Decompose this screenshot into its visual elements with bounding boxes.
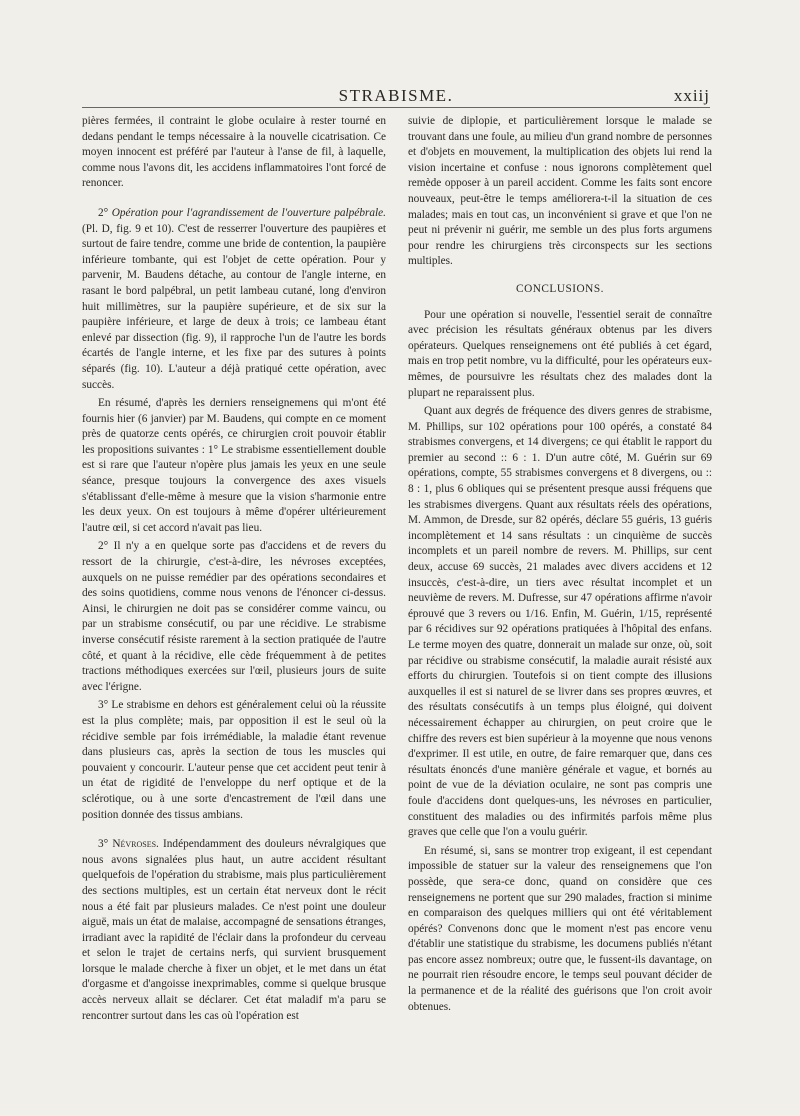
page-number: xxiij xyxy=(673,86,710,105)
running-title: STRABISME. xyxy=(338,86,454,105)
paragraph: En résumé, si, sans se montrer trop exigeant, il est cependant impossible de statuer sur la valeur des renseignemens que l'on possède, que sera-ce donc, quand on considère que ces renseignemens ne portent que sur 290 malades, fraction si minime en comparaison des quelques milliers qui ont été véritablement opérés? Convenons donc que le moment n'est pas encore venu d'établir une statistique du strabisme, les documens publiés n'étant pas encore assez nombreux; outre que, le fussent-ils davantage, on ne pourrait rien résoudre encore, le temps seul pouvant décider de la permanence et de la réalité des guérisons que l'on croit avoir obtenues. xyxy=(408,844,712,1013)
paragraph-number: 2° xyxy=(98,206,112,219)
subsection-title: Opération pour l'agrandissement de l'ouverture palpébrale. xyxy=(111,206,386,219)
paragraph: suivie de diplopie, et particulièrement lorsque le malade se trouvant dans une foule, au milieu d'un grand nombre de personnes et d'objets en mouvement, la multiplication des objets lui rend la vision incertaine et confuse : nous ignorons complètement quel remède opposer à un pareil accident. Comme les faits sont encore nouveaux, peut-être le temps améliorera-t-il la situation de ces malades; mais en tout cas, un inconvénient si grave et que l'on ne peut ni prévenir ni guérir, me semble un des plus forts argumens pour rendre les chirurgiens très circonspects sur les sections multiples. xyxy=(408,115,712,268)
header-rule xyxy=(82,107,710,108)
paragraph: En résumé, d'après les derniers renseignemens qui m'ont été fournis hier (6 janvier) par M. Baudens, qui compte en ce moment près de quatorze cents opérés, ce chirurgien croit pouvoir établir les propositions suivantes : 1° Le strabisme essentiellement double est si rare que l'auteur n'opère plus jamais les yeux en une seule séance, presque toujours la convergence des axes visuels s'établissant d'elle-même à mesure que la vision s'harmonie entre les deux yeux. On est toujours à même d'opérer ultérieurement l'autre œil, si cet accord n'avait pas lieu. xyxy=(82,397,386,534)
page-header xyxy=(82,86,710,108)
paragraph xyxy=(82,837,386,1024)
subsection-title: Névroses xyxy=(112,838,157,851)
right-column xyxy=(408,114,712,1018)
paragraph xyxy=(82,206,386,393)
paragraph: 3° Le strabisme en dehors est généralement celui où la réussite est la plus complète; mais, par opposition il est le seul où la récidive semble par fois irrémédiable, la maladie étant revenue dans plusieurs cas, après la section de tous les muscles qui pouvaient y concourir. L'auteur pense que cet accident peut tenir à un état de rigidité de l'enveloppe du nerf optique et de la sclérotique, ou à une sorte d'encastrement de l'œil dans une position donnée des tissus ambians. xyxy=(82,699,386,821)
left-column xyxy=(82,114,386,1027)
section-heading: CONCLUSIONS. xyxy=(516,282,604,295)
paragraph-number: 3° xyxy=(98,838,113,851)
paragraph: 2° Il n'y a en quelque sorte pas d'accidens et de revers du ressort de la chirurgie, c'est-à-dire, les névroses exceptées, auxquels on ne puisse remédier par des opérations secondaires et des soins quotidiens, comme nous venons de l'énoncer ci-dessus. Ainsi, le chirurgien ne doit pas se considérer comme vaincu, ou par un strabisme consécutif, ou par une récidive. Le strabisme inverse consécutif résiste rarement à la section pratiquée de l'autre côté, et quant à la récidive, elle cède fréquemment à de petites tractions méthodiques exercées sur l'œil, plusieurs jours de suite avec l'érigne. xyxy=(82,540,386,693)
paragraph-text: . Indépendamment des douleurs névralgiques que nous avons signalées plus haut, un autre accident résultant quelquefois de l'opération du strabisme, mais plus particulièrement des sections multiples, est un certain état nerveux dont le récit nous a été fait par plusieurs malades. Ce n'est point une douleur aiguë, mais un état de malaise, accompagné de sensations étranges, irradiant avec la rapidité de l'éclair dans la profondeur du cerveau et selon le trajet de certains nerfs, qui survient brusquement lorsque le malade cherche à fixer un objet, et le met dans un état d'orgasme et d'angoisse inexprimables, comme si quelque brusque accès nerveux allait se déclarer. Cet état maladif m'a paru se rencontrer surtout dans les cas où l'opération est xyxy=(82,838,386,1022)
paragraph-text: (Pl. D, fig. 9 et 10). C'est de resserrer l'ouverture des paupières et surtout de faire tendre, comme une bride de contention, la paupière inférieure tombante, qui est l'objet de cette opération. Pour y parvenir, M. Baudens détache, au contour de l'angle interne, en rasant le bord palpébral, un petit lambeau cutané, long d'environ huit millimètres, sur la paupière supérieure, et de six sur la paupière inférieure, et large de deux à trois; ce lambeau étant enlevé par dissection (fig. 9), il rapproche l'un de l'autre les bords écartés de l'angle interne, et les fixe par des sutures à points séparés (fig. 10). L'auteur a déjà pratiqué cette opération, avec succès. xyxy=(82,222,386,391)
paragraph: pières fermées, il contraint le globe oculaire à rester tourné en dedans pendant le temps nécessaire à la nouvelle cicatrisation. Ce moyen innocent est préféré par l'auteur à l'anse de fil, à laquelle, comme nous l'avons dit, les accidens inflammatoires l'ont forcé de renoncer. xyxy=(82,115,386,190)
paragraph: Quant aux degrés de fréquence des divers genres de strabisme, M. Phillips, sur 102 opérations pour 100 opérés, a constaté 84 strabismes convergens, et 14 divergens; ce qui établit le rapport du premier au second :: 6 : 1. D'un autre côté, M. Guérin sur 69 opérations, compte, 55 strabismes convergens et 8 divergens, ou :: 8 : 1, plus 6 obliques qui se présentent presque aussi fréquens que les strabismes divergens. Quant aux résultats réels des opérations, M. Ammon, de Dresde, sur 82 opérés, déclare 55 guéris, 13 guéris incomplètement et 14 sans résultats : un cinquième de succès incomplets et un pareil nombre de revers. M. Phillips, sur cent deux, accuse 69 succès, 21 malades avec divers accidens et 12 insuccès, c'est-à-dire, un tiers avec résultat incomplet et un neuvième de revers. M. Dufresse, sur 47 opérations affirme n'avoir éprouvé que 3 revers ou 1/16. Enfin, M. Guérin, 1/15, représenté par 6 récidives sur 92 opérations pratiquées à l'hôpital des enfans. Le terme moyen des quatre, donnerait un malade sur onze, où, soit par récidive ou strabisme consécutif, la maladie aurait résisté aux efforts du chirurgien. Toutefois si on tient compte des illusions auxquelles il est si naturel de se livrer dans ses propres œuvres, et des résultats consécutifs à un temps plus éloigné, qui doivent nécessairement échapper au chirurgien, on peut croire que le chiffre des revers est bien supérieur à la moyenne que nous venons d'exprimer. Il est utile, en outre, de faire remarquer que, dans ces résultats énoncés d'une manière générale et vague, et bornés au point de vue de la déviation oculaire, ne sont pas compris une foule d'accidens dont quelques-uns, les névroses en particulier, constituent des maladies ou des infirmités parfois même plus graves que celle que l'on a voulu guérir. xyxy=(408,405,712,839)
paragraph: Pour une opération si nouvelle, l'essentiel serait de connaître avec précision les résultats généraux obtenus par les divers opérateurs. Quelques renseignemens ont été publiés à cet égard, mais en trop petit nombre, vu la difficulté, pour les opérateurs eux-mêmes, de poursuivre les résultats chez des malades dont la plupart ne reparaissent plus. xyxy=(408,308,712,399)
